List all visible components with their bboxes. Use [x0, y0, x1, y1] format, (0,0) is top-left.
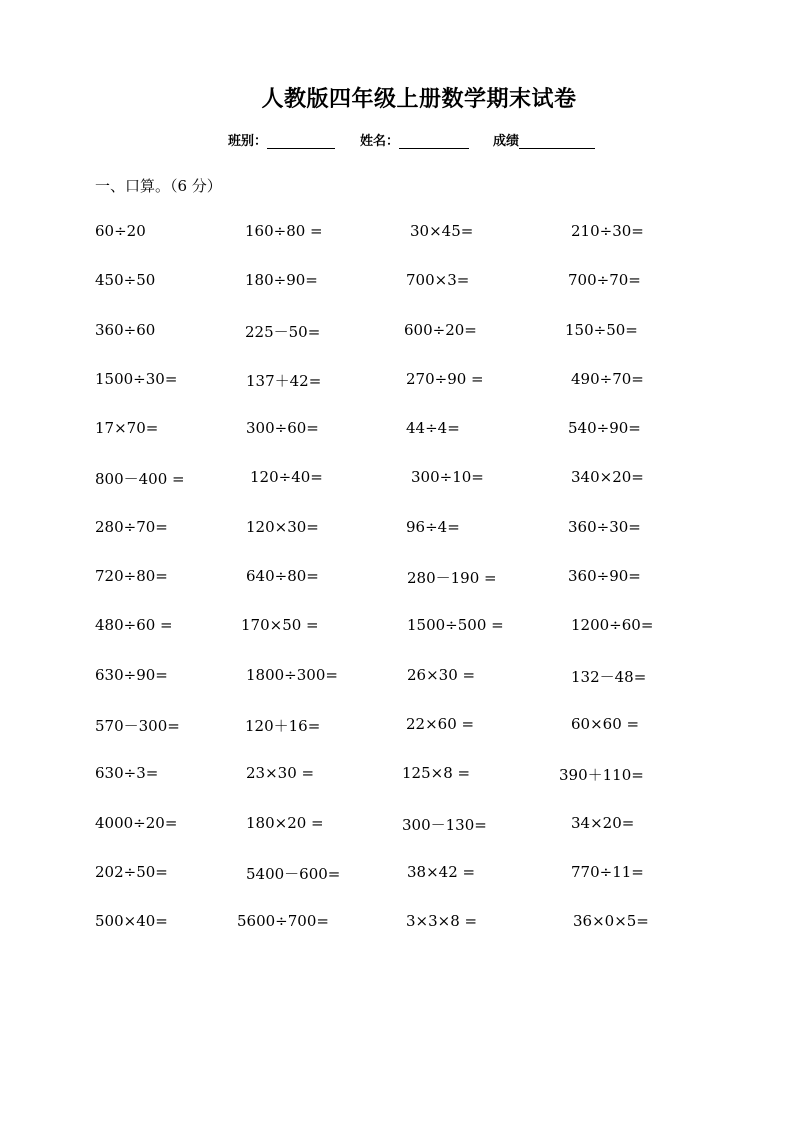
problem-item: 500×40=: [95, 912, 168, 931]
problem-item: 150÷50=: [565, 320, 638, 339]
problem-item: 360÷60: [95, 320, 156, 339]
problem-item: 630÷3=: [95, 764, 159, 783]
problem-item: 26×30 =: [407, 665, 476, 684]
problem-item: 1500÷30=: [95, 369, 178, 388]
problem-item: 600÷20=: [404, 320, 477, 339]
problem-item: 490÷70=: [571, 369, 644, 388]
problem-row: [0, 814, 794, 863]
section-heading: 一、口算。（6 分）: [95, 177, 222, 195]
problem-item: 270÷90 =: [406, 369, 484, 388]
problem-item: 170×50 =: [241, 616, 319, 635]
problem-item: 132－48=: [571, 667, 647, 686]
problem-row: [0, 518, 794, 567]
problem-item: 700÷70=: [568, 271, 641, 290]
score-blank[interactable]: [519, 134, 595, 149]
problem-item: 225－50=: [245, 322, 321, 341]
problem-item: 1500÷500 =: [407, 616, 504, 635]
problem-item: 137＋42=: [246, 371, 322, 390]
problem-row: [0, 271, 794, 320]
problem-item: 480÷60 =: [95, 616, 173, 635]
class-label: 班别：: [228, 134, 268, 149]
problem-item: 340×20=: [571, 468, 644, 487]
problem-item: 17×70=: [95, 419, 159, 438]
problem-item: 210÷30=: [571, 222, 644, 240]
name-field: [360, 130, 469, 149]
problem-item: 570－300=: [95, 716, 180, 735]
problem-row: [0, 222, 794, 271]
problem-item: 280÷70=: [95, 517, 168, 536]
problem-row: [0, 616, 794, 665]
problem-grid: [0, 222, 794, 961]
problem-item: 202÷50=: [95, 862, 168, 881]
problem-item: 36×0×5=: [573, 912, 649, 931]
problem-row: [0, 468, 794, 517]
problem-item: 700×3=: [406, 271, 470, 290]
score-label: 成绩: [493, 134, 520, 149]
problem-item: 4000÷20=: [95, 813, 178, 832]
problem-item: 30×45=: [410, 222, 474, 240]
problem-item: 120×30=: [246, 517, 319, 536]
problem-item: 120÷40=: [250, 468, 323, 487]
problem-item: 160÷80 =: [245, 222, 323, 240]
problem-item: 1800÷300=: [246, 665, 338, 684]
problem-item: 180×20 =: [246, 813, 324, 832]
problem-item: 96÷4=: [406, 517, 460, 536]
problem-row: [0, 764, 794, 813]
class-blank[interactable]: [267, 134, 335, 149]
problem-item: 540÷90=: [568, 419, 641, 438]
problem-item: 360÷30=: [568, 517, 641, 536]
problem-item: 640÷80=: [246, 567, 319, 586]
problem-item: 630÷90=: [95, 665, 168, 684]
problem-row: [0, 912, 794, 961]
problem-row: [0, 567, 794, 616]
problem-item: 360÷90=: [568, 567, 641, 586]
problem-item: 34×20=: [571, 813, 635, 832]
problem-item: 22×60 =: [406, 714, 475, 733]
problem-item: 300÷60=: [246, 419, 319, 438]
problem-item: 390＋110=: [559, 766, 644, 785]
problem-item: 5400－600=: [246, 864, 341, 883]
problem-item: 800－400 =: [95, 470, 185, 489]
problem-item: 3×3×8 =: [406, 912, 478, 931]
problem-item: 300－130=: [402, 815, 487, 834]
problem-item: 120＋16=: [245, 716, 321, 735]
problem-item: 38×42 =: [407, 862, 476, 881]
class-field: [228, 130, 335, 149]
problem-item: 300÷10=: [411, 468, 484, 487]
problem-item: 44÷4=: [406, 419, 460, 438]
problem-item: 60÷20: [95, 222, 146, 240]
problem-item: 280－190 =: [407, 569, 497, 588]
problem-item: 60×60 =: [571, 714, 640, 733]
name-label: 姓名：: [360, 134, 400, 149]
problem-row: [0, 370, 794, 419]
problem-item: 5600÷700=: [237, 912, 329, 931]
problem-row: [0, 321, 794, 370]
problem-item: 770÷11=: [571, 862, 644, 881]
problem-row: [0, 666, 794, 715]
name-blank[interactable]: [399, 134, 469, 149]
problem-row: [0, 419, 794, 468]
problem-item: 23×30 =: [246, 764, 315, 783]
problem-item: 1200÷60=: [571, 616, 654, 635]
page-title: 人教版四年级上册数学期末试卷: [261, 86, 577, 112]
problem-item: 720÷80=: [95, 567, 168, 586]
problem-item: 180÷90=: [245, 271, 318, 290]
problem-row: [0, 863, 794, 912]
problem-item: 450÷50: [95, 271, 156, 290]
problem-row: [0, 715, 794, 764]
score-field: [493, 130, 595, 149]
problem-item: 125×8 =: [402, 764, 471, 783]
